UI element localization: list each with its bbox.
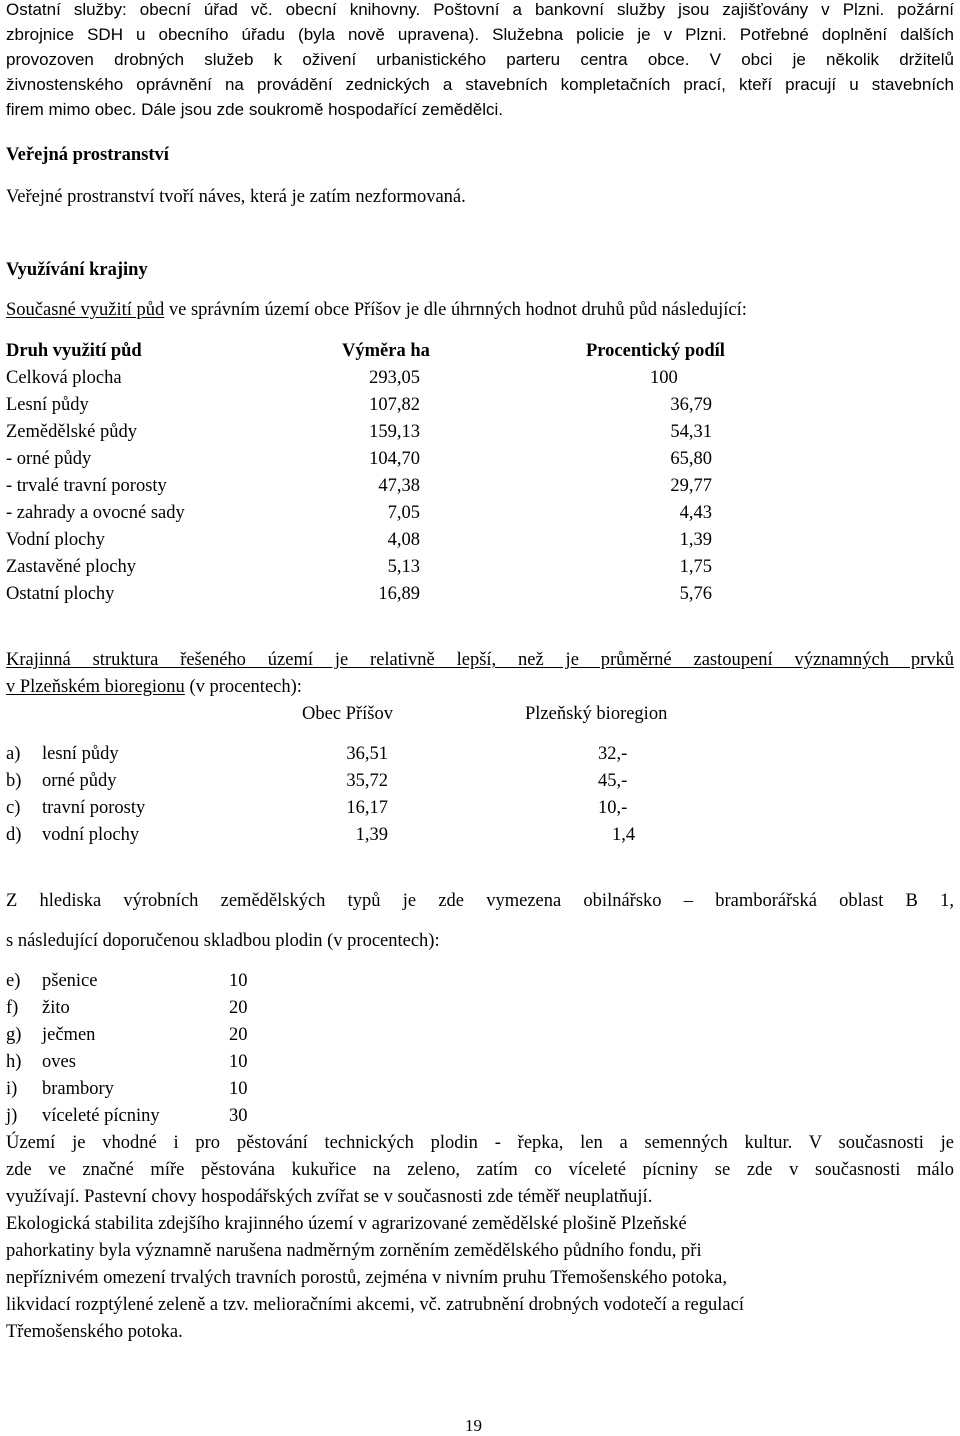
structure-row-letter: c) [6, 798, 21, 818]
closing-line: Ekologická stabilita zdejšího krajinného území v agrarizované zemědělské plošině Plzeňské [6, 1214, 687, 1234]
table-cell-area: 293,05 [369, 368, 420, 388]
structure-row-bioregion: 32,- [598, 744, 628, 764]
structure-row-label: orné půdy [42, 771, 117, 791]
structure-row-label: travní porosty [42, 798, 146, 818]
crop-name: oves [42, 1052, 76, 1072]
structure-row-letter: d) [6, 825, 22, 845]
table-cell-type: - trvalé travní porosty [6, 476, 167, 496]
structure-row-letter: a) [6, 744, 21, 764]
page-number: 19 [465, 1416, 482, 1435]
structure-line-1: Krajinná struktura řešeného území je relativně lepší, než je průměrné zastoupení významných prvků [6, 650, 954, 670]
public-space-text: Veřejné prostranství tvoří náves, která je zatím nezformovaná. [6, 187, 466, 207]
table-header-share: Procentický podíl [586, 341, 725, 361]
crop-letter: e) [6, 971, 21, 991]
table-cell-share: 65,80 [670, 449, 712, 469]
crop-name: ječmen [42, 1025, 96, 1045]
structure-line-2 [6, 677, 302, 698]
table-cell-type: Vodní plochy [6, 530, 105, 550]
closing-line: pahorkatiny byla významně narušena nadměrným zorněním zemědělského půdního fondu, při [6, 1241, 702, 1261]
table-header-area: Výměra ha [342, 341, 430, 361]
intro-line: zbrojnice SDH u obecního úřadu (byla nově upravena). Služebna policie je v Plzni. Potřebné doplnění dalších [6, 25, 954, 44]
intro-line: Ostatní služby: obecní úřad vč. obecní knihovny. Poštovní a bankovní služby jsou zajišťovány v Plzni. požární [6, 0, 954, 19]
landscape-intro [6, 300, 747, 321]
table-cell-area: 4,08 [387, 530, 420, 550]
crop-name: žito [42, 998, 70, 1018]
table-cell-type: Celková plocha [6, 368, 122, 388]
crop-name: víceleté pícniny [42, 1106, 160, 1126]
table-cell-share: 54,31 [670, 422, 712, 442]
crop-percent: 20 [229, 998, 248, 1018]
table-cell-area: 104,70 [369, 449, 420, 469]
closing-line: nepříznivém omezení trvalých travních porostů, zejména v nivním pruhu Třemošenského potoka, [6, 1268, 727, 1288]
crop-percent: 10 [229, 971, 248, 991]
structure-row-label: vodní plochy [42, 825, 140, 845]
closing-line: zde ve značné míře pěstována kukuřice na zeleno, zatím co víceleté pícniny se zde v současnosti málo [6, 1160, 954, 1180]
table-cell-share: 1,75 [679, 557, 712, 577]
section-heading-public-space: Veřejná prostranství [6, 145, 169, 165]
table-cell-share: 5,76 [679, 584, 712, 604]
crop-name: brambory [42, 1079, 114, 1099]
table-cell-type: Zastavěné plochy [6, 557, 136, 577]
table-cell-share: 29,77 [670, 476, 712, 496]
table-cell-type: - orné půdy [6, 449, 92, 469]
table-cell-area: 47,38 [378, 476, 420, 496]
closing-line: Třemošenského potoka. [6, 1322, 183, 1342]
table-cell-area: 5,13 [387, 557, 420, 577]
structure-line-2-rest: (v procentech): [184, 677, 302, 697]
table-cell-share: 4,43 [679, 503, 712, 523]
table-cell-area: 107,82 [369, 395, 420, 415]
closing-line: likvidací rozptýlené zeleně a tzv. melioračními akcemi, vč. zatrubnění drobných vodotečí a regulací [6, 1295, 744, 1315]
structure-row-village: 35,72 [346, 771, 388, 791]
structure-col-header-village: Obec Příšov [302, 704, 393, 724]
crop-letter: j) [6, 1106, 18, 1126]
table-cell-area: 159,13 [369, 422, 420, 442]
structure-col-header-bioregion: Plzeňský bioregion [525, 704, 668, 724]
table-cell-type: Lesní půdy [6, 395, 89, 415]
crop-percent: 10 [229, 1052, 248, 1072]
closing-line: využívají. Pastevní chovy hospodářských zvířat se v současnosti zde téměř neuplatňují. [6, 1187, 653, 1207]
crop-percent: 10 [229, 1079, 248, 1099]
intro-line: provozoven drobných služeb k oživení urbanistického parteru centra obce. V obci je několik držitelů [6, 50, 954, 69]
table-cell-area: 7,05 [387, 503, 420, 523]
crop-letter: f) [6, 998, 19, 1018]
crop-letter: h) [6, 1052, 22, 1072]
intro-line: firem mimo obec. Dále jsou zde soukromě hospodařící zemědělci. [6, 100, 503, 119]
table-cell-type: Ostatní plochy [6, 584, 115, 604]
crop-letter: g) [6, 1025, 22, 1045]
table-cell-share: 36,79 [670, 395, 712, 415]
landscape-intro-underlined: Současné využití půd [6, 300, 165, 320]
table-header-type: Druh využití půd [6, 341, 142, 361]
intro-line: živnostenského oprávnění na provádění zednických a stavebních kompletačních prací, kteří pracují u stavebních [6, 75, 954, 94]
landscape-intro-rest: ve správním území obce Příšov je dle úhrnných hodnot druhů půd následující: [164, 300, 747, 320]
structure-row-bioregion: 1,4 [612, 825, 636, 845]
structure-row-village: 16,17 [346, 798, 388, 818]
crop-percent: 30 [229, 1106, 248, 1126]
table-cell-area: 16,89 [378, 584, 420, 604]
structure-row-letter: b) [6, 771, 22, 791]
structure-row-label: lesní půdy [42, 744, 119, 764]
structure-row-bioregion: 45,- [598, 771, 628, 791]
crop-name: pšenice [42, 971, 98, 991]
closing-line: Území je vhodné i pro pěstování technických plodin - řepka, len a semenných kultur. V současnosti je [6, 1133, 954, 1153]
production-line-1: Z hlediska výrobních zemědělských typů je zde vymezena obilnářsko – bramborářská oblast B 1, [6, 891, 954, 911]
structure-row-village: 1,39 [355, 825, 388, 845]
structure-row-bioregion: 10,- [598, 798, 628, 818]
table-cell-type: Zemědělské půdy [6, 422, 137, 442]
section-heading-landscape: Využívání krajiny [6, 260, 148, 280]
table-cell-type: - zahrady a ovocné sady [6, 503, 185, 523]
crop-letter: i) [6, 1079, 18, 1099]
structure-row-village: 36,51 [346, 744, 388, 764]
table-cell-share: 1,39 [679, 530, 712, 550]
crop-percent: 20 [229, 1025, 248, 1045]
structure-line-2-underlined: v Plzeňském bioregionu [6, 677, 185, 697]
table-cell-share: 100 [650, 368, 678, 388]
production-line-2: s následující doporučenou skladbou plodin (v procentech): [6, 931, 440, 951]
